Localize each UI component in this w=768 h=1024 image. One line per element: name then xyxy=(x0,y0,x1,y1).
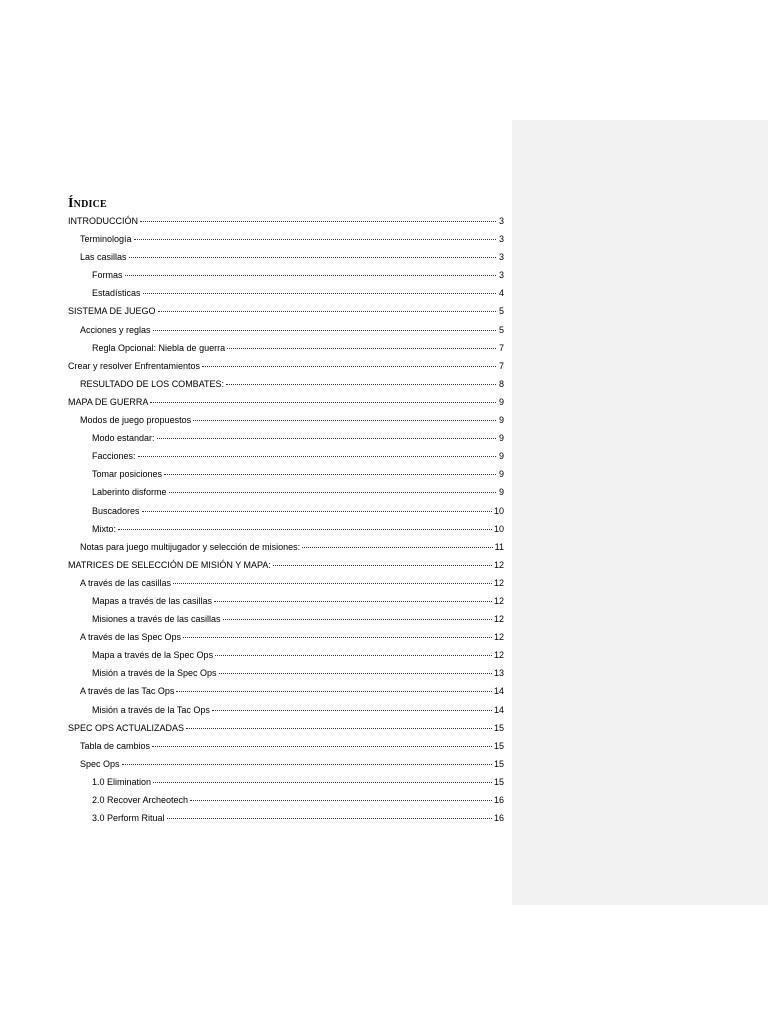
toc-entry-label: 1.0 Elimination xyxy=(92,776,152,787)
toc-entry[interactable] xyxy=(68,719,504,737)
toc-entry[interactable] xyxy=(68,664,504,682)
toc-page-number: 12 xyxy=(493,577,504,588)
toc-dot-leader xyxy=(193,419,496,421)
toc-entry-label: Las casillas xyxy=(80,252,127,263)
toc-page-number: 11 xyxy=(494,541,504,552)
toc-entry[interactable] xyxy=(68,791,504,809)
toc-dot-leader xyxy=(219,672,492,674)
toc-entry-label: 3.0 Perform Ritual xyxy=(92,813,165,824)
toc-dot-leader xyxy=(158,310,496,312)
toc-dot-leader xyxy=(157,437,496,439)
toc-page-number: 5 xyxy=(498,306,504,317)
toc-page-number: 7 xyxy=(498,342,504,353)
toc-page-number: 13 xyxy=(493,668,504,679)
toc-page-number: 3 xyxy=(498,252,504,263)
toc-entry-label: MAPA DE GUERRA xyxy=(68,396,149,407)
toc-page-number: 5 xyxy=(498,324,504,335)
toc-dot-leader xyxy=(167,817,492,819)
toc-entry[interactable] xyxy=(68,411,504,429)
toc-entry[interactable] xyxy=(68,610,504,628)
toc-page-number: 9 xyxy=(498,487,504,498)
toc-title: Índice xyxy=(68,196,107,211)
toc-dot-leader xyxy=(129,256,496,258)
toc-page-number: 15 xyxy=(493,758,504,769)
toc-entry[interactable] xyxy=(68,212,504,230)
toc-entry[interactable] xyxy=(68,465,504,483)
toc-page-number: 9 xyxy=(498,396,504,407)
toc-entry[interactable] xyxy=(68,574,504,592)
toc-page-number: 3 xyxy=(498,234,504,245)
toc-entry[interactable] xyxy=(68,592,504,610)
toc-dot-leader xyxy=(122,763,492,765)
toc-dot-leader xyxy=(152,745,492,747)
toc-entry[interactable] xyxy=(68,682,504,700)
toc-dot-leader xyxy=(142,510,492,512)
toc-page-number: 4 xyxy=(498,288,504,299)
toc-entry-label: Modos de juego propuestos xyxy=(80,415,192,426)
toc-entry[interactable] xyxy=(68,284,504,302)
toc-entry[interactable] xyxy=(68,230,504,248)
toc-page-number: 3 xyxy=(498,270,504,281)
toc-entry-label: Estadísticas xyxy=(92,288,141,299)
toc-dot-leader xyxy=(169,491,496,493)
toc-page-number: 15 xyxy=(493,722,504,733)
toc-dot-leader xyxy=(153,329,496,331)
toc-page-number: 9 xyxy=(498,469,504,480)
toc-entry-label: SPEC OPS ACTUALIZADAS xyxy=(68,722,185,733)
toc-dot-leader xyxy=(176,690,492,692)
toc-page-number: 14 xyxy=(493,686,504,697)
toc-page-number: 9 xyxy=(498,433,504,444)
toc-entry-label: Formas xyxy=(92,270,123,281)
toc-entry-label: SISTEMA DE JUEGO xyxy=(68,306,156,317)
toc-page-number: 15 xyxy=(493,776,504,787)
toc-entry[interactable] xyxy=(68,357,504,375)
toc-entry-label: Misiones a través de las casillas xyxy=(92,614,221,625)
toc-page-number: 3 xyxy=(498,216,504,226)
toc-dot-leader xyxy=(186,727,492,729)
toc-entry-label: Tomar posiciones xyxy=(92,469,163,480)
toc-entry-label: Misión a través de la Tac Ops xyxy=(92,704,210,715)
toc-dot-leader xyxy=(215,654,492,656)
toc-page-number: 12 xyxy=(493,650,504,661)
toc-entry[interactable] xyxy=(68,447,504,465)
table-of-contents xyxy=(68,212,504,827)
toc-page-number: 12 xyxy=(493,614,504,625)
toc-entry-label: Notas para juego multijugador y selección de misiones: xyxy=(80,541,301,552)
toc-entry-label: Laberinto disforme xyxy=(92,487,167,498)
toc-entry[interactable] xyxy=(68,429,504,447)
toc-entry-label: Mixto: xyxy=(92,523,117,534)
toc-entry[interactable] xyxy=(68,248,504,266)
toc-entry[interactable] xyxy=(68,393,504,411)
comment-margin-pane xyxy=(512,120,768,905)
toc-entry[interactable] xyxy=(68,266,504,284)
toc-dot-leader xyxy=(138,455,496,457)
toc-page-number: 16 xyxy=(493,795,504,805)
toc-entry-label: A través de las Tac Ops xyxy=(80,686,175,697)
toc-entry-label: Crear y resolver Enfrentamientos xyxy=(68,360,201,371)
toc-page-number: 12 xyxy=(493,632,504,643)
toc-entry-label: A través de las Spec Ops xyxy=(80,632,182,643)
toc-entry-label: Modo estandar: xyxy=(92,433,155,444)
toc-dot-leader xyxy=(150,401,496,403)
toc-page-number: 8 xyxy=(498,378,504,389)
toc-dot-leader xyxy=(214,600,492,602)
toc-page-number: 7 xyxy=(498,360,504,371)
toc-entry[interactable] xyxy=(68,556,504,574)
toc-dot-leader xyxy=(202,365,496,367)
toc-entry-label: MATRICES DE SELECCIÓN DE MISIÓN Y MAPA: xyxy=(68,559,271,570)
toc-page-number: 14 xyxy=(493,704,504,715)
toc-page-number: 9 xyxy=(498,415,504,426)
toc-dot-leader xyxy=(164,473,496,475)
toc-dot-leader xyxy=(226,383,496,385)
toc-entry-label: Misión a través de la Spec Ops xyxy=(92,668,217,679)
toc-entry[interactable] xyxy=(68,628,504,646)
toc-entry[interactable] xyxy=(68,339,504,357)
toc-entry-label: Tabla de cambios xyxy=(80,740,151,751)
toc-entry-label: Facciones: xyxy=(92,451,136,462)
toc-dot-leader xyxy=(227,347,496,349)
toc-entry-label: Spec Ops xyxy=(80,758,120,769)
toc-entry[interactable] xyxy=(68,755,504,773)
toc-dot-leader xyxy=(212,709,492,711)
toc-page-number: 12 xyxy=(493,559,504,570)
toc-dot-leader xyxy=(118,528,492,530)
toc-entry[interactable] xyxy=(68,520,504,538)
toc-dot-leader xyxy=(134,238,496,240)
toc-entry[interactable] xyxy=(68,483,504,501)
toc-dot-leader xyxy=(190,799,492,801)
toc-entry-label: Regla Opcional: Niebla de guerra xyxy=(92,342,226,353)
toc-dot-leader xyxy=(302,546,493,548)
toc-entry[interactable] xyxy=(68,737,504,755)
toc-entry[interactable] xyxy=(68,701,504,719)
toc-entry[interactable] xyxy=(68,502,504,520)
toc-entry-label: INTRODUCCIÓN xyxy=(68,216,138,226)
toc-entry[interactable] xyxy=(68,646,504,664)
toc-page-number: 10 xyxy=(493,523,504,534)
toc-entry-label: Mapa a través de la Spec Ops xyxy=(92,650,214,661)
toc-entry-label: Acciones y reglas xyxy=(80,324,151,335)
toc-page-number: 16 xyxy=(493,813,504,824)
toc-dot-leader xyxy=(140,220,496,222)
toc-entry-label: A través de las casillas xyxy=(80,577,172,588)
toc-page-number: 15 xyxy=(493,740,504,751)
toc-entry-label: Mapas a través de las casillas xyxy=(92,595,213,606)
toc-page-number: 12 xyxy=(493,595,504,606)
toc-entry[interactable] xyxy=(68,773,504,791)
toc-dot-leader xyxy=(143,292,496,294)
toc-dot-leader xyxy=(183,636,492,638)
toc-entry-label: Buscadores xyxy=(92,505,140,516)
toc-entry-label: RESULTADO DE LOS COMBATES: xyxy=(80,378,225,389)
toc-dot-leader xyxy=(223,618,492,620)
toc-dot-leader xyxy=(173,582,492,584)
toc-dot-leader xyxy=(273,564,492,566)
toc-entry[interactable] xyxy=(68,375,504,393)
toc-dot-leader xyxy=(125,274,496,276)
toc-page-number: 10 xyxy=(493,505,504,516)
toc-entry[interactable] xyxy=(68,321,504,339)
toc-entry-label: 2.0 Recover Archeotech xyxy=(92,795,189,805)
toc-entry-label: Terminología xyxy=(80,234,132,245)
toc-entry[interactable] xyxy=(68,302,504,320)
toc-page-number: 9 xyxy=(498,451,504,462)
toc-dot-leader xyxy=(153,781,492,783)
toc-entry[interactable] xyxy=(68,538,504,556)
toc-entry[interactable] xyxy=(68,809,504,827)
